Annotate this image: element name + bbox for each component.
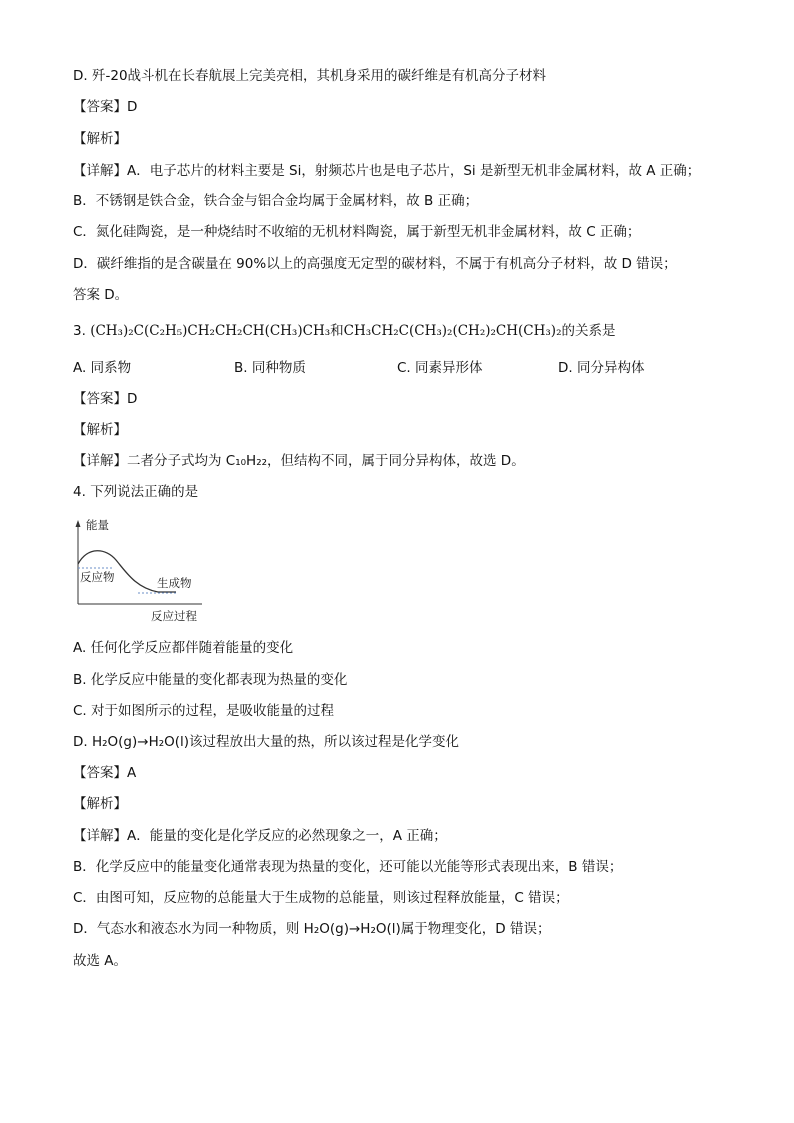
q2-detail-b: B．不锈钢是铁合金，铁合金与铝合金均属于金属材料，故 B 正确； [73, 193, 479, 209]
q2-analysis-tag: 【解析】 [73, 131, 127, 147]
answer-tag: 【答案】 [73, 391, 127, 407]
q4-question [73, 483, 198, 501]
connector: 和 [330, 323, 344, 339]
q3-option-d: D. 同分异构体 [558, 360, 645, 376]
answer-tag: 【答案】 [73, 765, 127, 781]
q4-option-d: D. H₂O(g)→H₂O(l)该过程放出大量的热，所以该过程是化学变化 [73, 734, 460, 750]
detail-tag: 【详解】 [73, 453, 127, 469]
question-tail: 的关系是 [561, 323, 616, 339]
q2-detail-d: D．碳纤维指的是含碳量在 90%以上的高强度无定型的碳材料，不属于有机高分子材料，故 D 错误； [73, 256, 677, 272]
formula-1: (CH₃)₂C(C₂H₅)CH₂CH₂CH(CH₃)CH₃ [90, 323, 331, 339]
answer-value: A [127, 765, 137, 781]
answer-value: D [127, 391, 138, 407]
q3-detail-line [73, 452, 525, 470]
q2-detail-c: C．氮化硅陶瓷，是一种烧结时不收缩的无机材料陶瓷，属于新型无机非金属材料，故 C 正确； [73, 224, 641, 240]
y-axis-label: 能量 [86, 518, 109, 532]
product-label: 生成物 [157, 576, 192, 590]
q2-answer-line [73, 98, 137, 116]
q3-question [73, 322, 615, 340]
question-text: 下列说法正确的是 [90, 484, 199, 500]
q3-answer-line [73, 390, 137, 408]
q4-detail-a-line [73, 827, 447, 845]
x-axis-label: 反应过程 [151, 609, 197, 623]
detail-text: A．能量的变化是化学反应的必然现象之一，A 正确； [127, 828, 447, 844]
answer-tag: 【答案】 [73, 99, 127, 115]
q4-detail-b: B．化学反应中的能量变化通常表现为热量的变化，还可能以光能等形式表现出来，B 错误； [73, 859, 623, 875]
detail-text: 二者分子式均为 C₁₀H₂₂，但结构不同，属于同分异构体，故选 D。 [127, 453, 525, 469]
q2-option-d: D. 歼-20战斗机在长春航展上完美亮相，其机身采用的碳纤维是有机高分子材料 [73, 68, 547, 84]
q3-option-a: A. 同系物 [73, 360, 132, 376]
q4-conclusion: 故选 A。 [73, 953, 128, 969]
q4-analysis-tag: 【解析】 [73, 796, 127, 812]
q2-detail-a-line [73, 162, 700, 180]
q4-option-a: A. 任何化学反应都伴随着能量的变化 [73, 640, 294, 656]
q2-conclusion: 答案 D。 [73, 287, 129, 303]
question-number: 3. [73, 323, 86, 339]
q4-detail-c: C．由图可知，反应物的总能量大于生成物的总能量，则该过程释放能量，C 错误； [73, 890, 569, 906]
detail-tag: 【详解】 [73, 163, 127, 179]
energy-diagram [68, 516, 208, 628]
q3-option-b: B. 同种物质 [234, 360, 306, 376]
question-number: 4. [73, 484, 86, 500]
q4-answer-line [73, 764, 136, 782]
q3-option-c: C. 同素异形体 [397, 360, 483, 376]
formula-2: CH₃CH₂C(CH₃)₂(CH₂)₂CH(CH₃)₂ [343, 323, 562, 339]
q3-analysis-tag: 【解析】 [73, 422, 127, 438]
y-axis-arrow [76, 520, 81, 527]
answer-value: D [127, 99, 138, 115]
detail-text: A．电子芯片的材料主要是 Si，射频芯片也是电子芯片，Si 是新型无机非金属材料，故 A 正确； [127, 163, 701, 179]
reactant-label: 反应物 [80, 570, 115, 584]
q4-option-b: B. 化学反应中能量的变化都表现为热量的变化 [73, 672, 348, 688]
q4-option-c: C. 对于如图所示的过程，是吸收能量的过程 [73, 703, 335, 719]
detail-tag: 【详解】 [73, 828, 127, 844]
q4-detail-d: D．气态水和液态水为同一种物质，则 H₂O(g)→H₂O(l)属于物理变化，D 错误； [73, 921, 551, 937]
